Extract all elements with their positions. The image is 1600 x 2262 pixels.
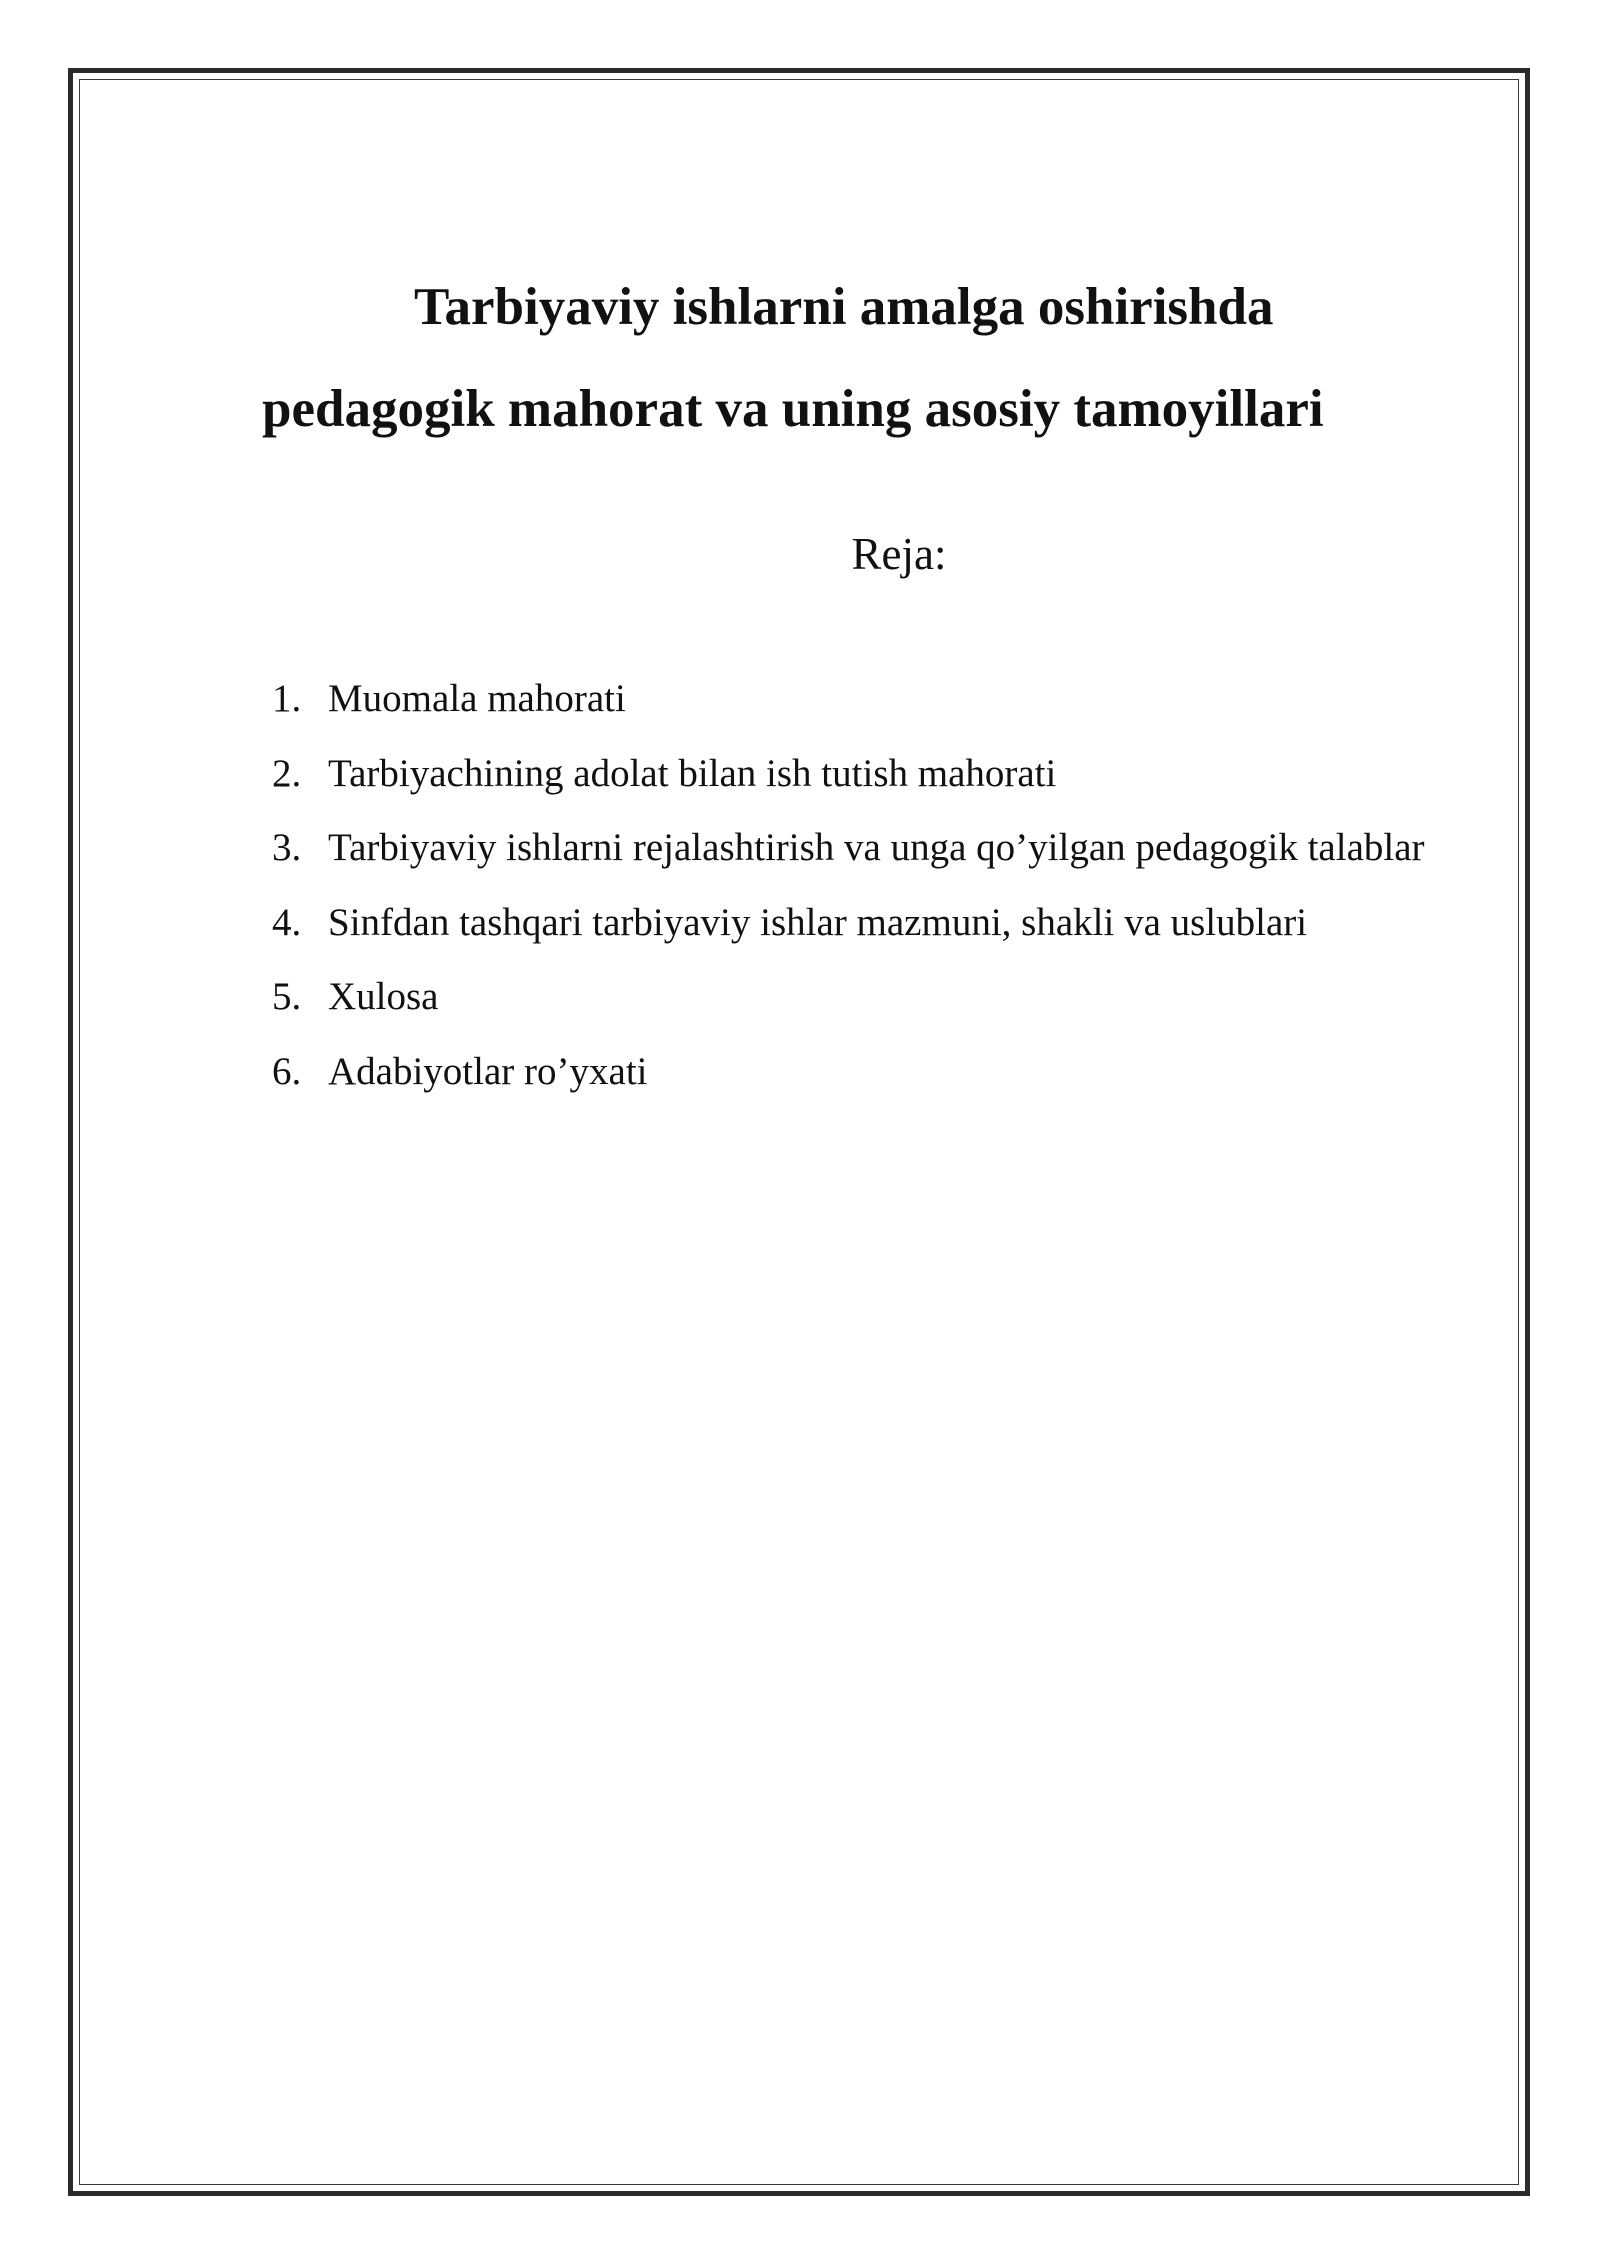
plan-item-text: Muomala mahorati	[328, 677, 626, 720]
plan-item-2	[272, 737, 1432, 812]
plan-item-3	[272, 811, 1432, 886]
document-title-line-1: Tarbiyaviy ishlarni amalga oshirishda	[414, 278, 1274, 336]
plan-item-text: Xulosa	[328, 975, 439, 1018]
plan-item-text: Tarbiyachining adolat bilan ish tutish mahorati	[328, 751, 1057, 795]
plan-item-text: Tarbiyaviy ishlarni rejalashtirish va unga qo’yilgan pedagogik talablar	[328, 826, 1425, 869]
plan-item-6	[272, 1035, 1432, 1110]
document-title	[262, 256, 1462, 460]
plan-item-number: 5.	[272, 975, 302, 1018]
plan-item-number: 2.	[272, 751, 302, 795]
plan-item-number: 4.	[272, 900, 302, 944]
plan-item-text: Sinfdan tashqari tarbiyaviy ishlar mazmuni, shakli va uslublari	[328, 900, 1308, 944]
plan-heading: Reja:	[851, 529, 947, 579]
plan-item-number: 6.	[272, 1049, 302, 1093]
plan-item-5	[272, 960, 1432, 1035]
plan-item-text: Adabiyotlar ro’yxati	[328, 1049, 648, 1093]
plan-list	[272, 662, 1432, 1109]
plan-item-number: 3.	[272, 826, 302, 869]
plan-item-4	[272, 886, 1432, 961]
document-title-line-2: pedagogik mahorat va uning asosiy tamoyillari	[262, 380, 1324, 438]
plan-item-number: 1.	[272, 677, 302, 720]
plan-item-1	[272, 662, 1432, 737]
